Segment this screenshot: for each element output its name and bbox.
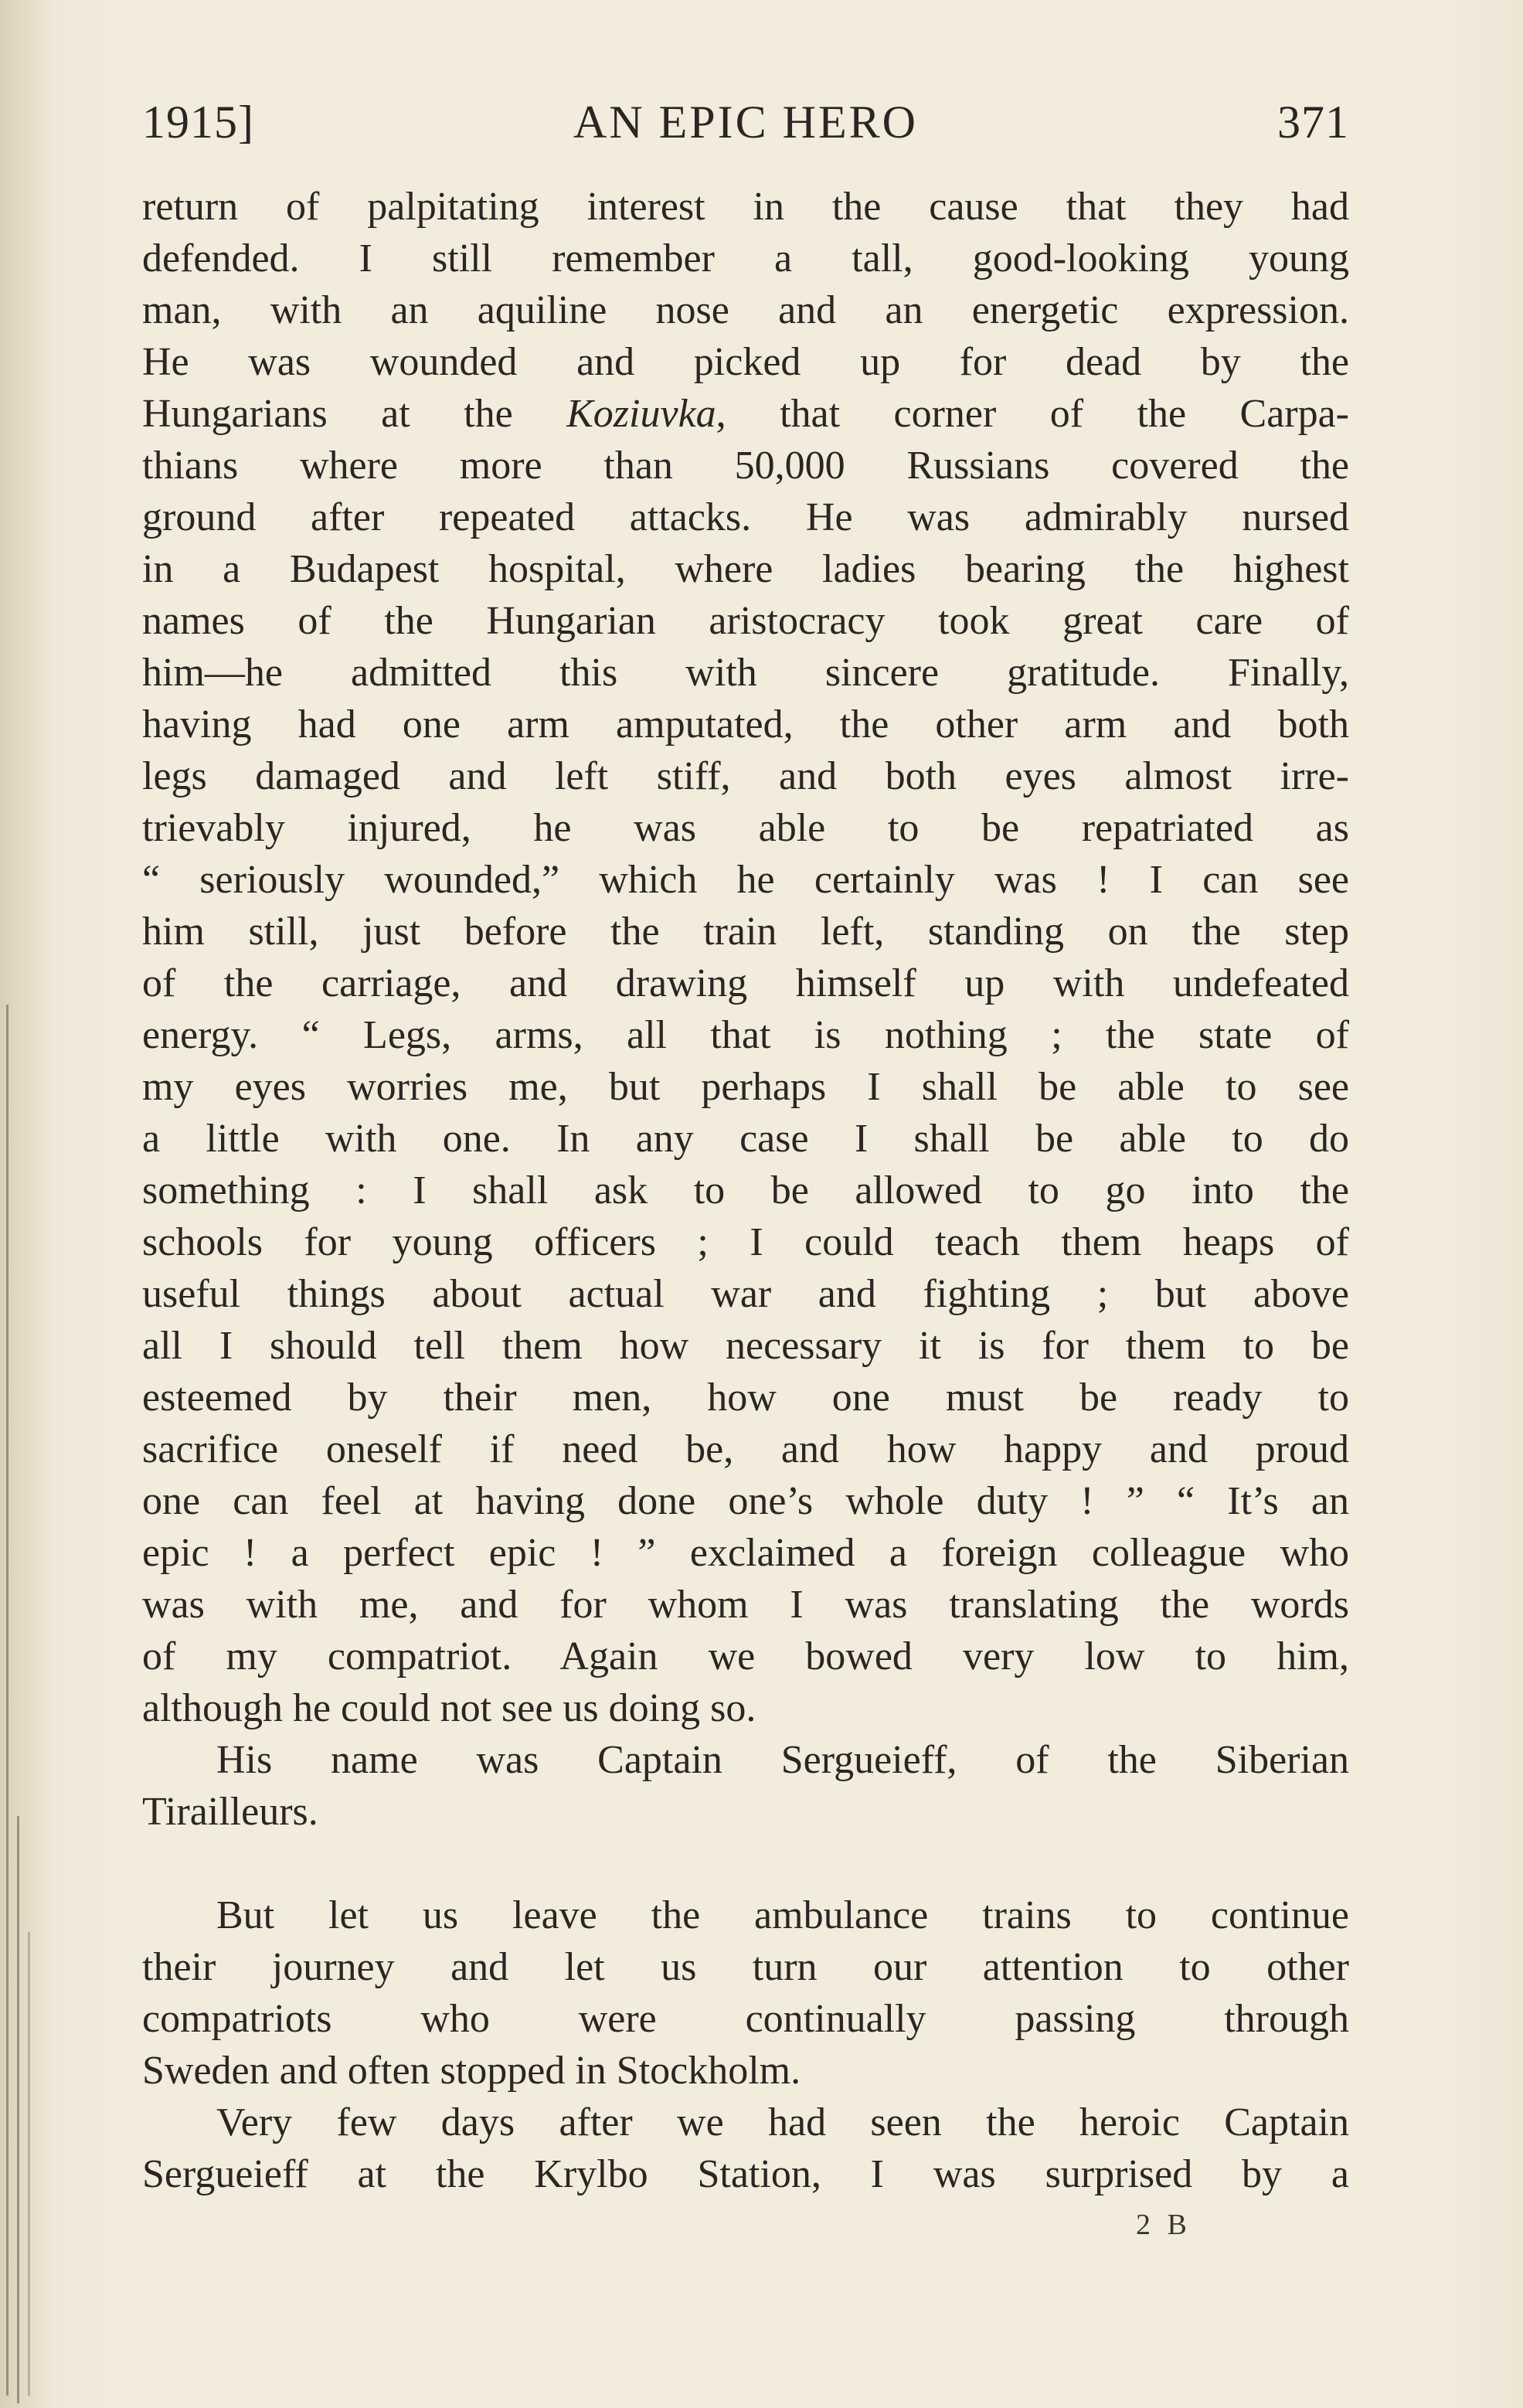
text-line: energy. “ Legs, arms, all that is nothing ; the state of bbox=[142, 1013, 1349, 1057]
signature-mark: 2 B bbox=[1136, 2209, 1192, 2241]
text-line bbox=[142, 388, 1349, 440]
text-line: although he could not see us doing so. bbox=[142, 1686, 756, 1730]
body-text bbox=[142, 181, 1349, 2200]
text-line: But let us leave the ambulance trains to continue bbox=[216, 1893, 1349, 1937]
text-line: useful things about actual war and fighting ; but above bbox=[142, 1272, 1349, 1316]
text-line: ground after repeated attacks. He was admirably nursed bbox=[142, 495, 1349, 539]
text-line: thians where more than 50,000 Russians covered the bbox=[142, 444, 1349, 488]
text-line: defended. I still remember a tall, good-looking young bbox=[142, 236, 1349, 281]
binding-gutter bbox=[0, 0, 54, 2408]
text-line: of my compatriot. Again we bowed very low to him, bbox=[142, 1634, 1349, 1678]
text-line: my eyes worries me, but perhaps I shall be able to see bbox=[142, 1065, 1349, 1109]
text-line: was with me, and for whom I was translating the words bbox=[142, 1583, 1349, 1627]
text-line: of the carriage, and drawing himself up with undefeated bbox=[142, 961, 1349, 1005]
text-line: having had one arm amputated, the other arm and both bbox=[142, 702, 1349, 747]
italic-place-name: Koziuvka bbox=[566, 392, 716, 436]
text-line: Tirailleurs. bbox=[142, 1790, 318, 1834]
text-line: him still, just before the train left, standing on the step bbox=[142, 910, 1349, 954]
text-line: something : I shall ask to be allowed to go into the bbox=[142, 1168, 1349, 1213]
page-number: 371 bbox=[1277, 97, 1349, 148]
text-line: him—he admitted this with sincere gratitude. Finally, bbox=[142, 651, 1349, 695]
text-line: all I should tell them how necessary it is for them to be bbox=[142, 1324, 1349, 1368]
text-line: a little with one. In any case I shall be able to do bbox=[142, 1117, 1349, 1161]
gutter-shadow-line bbox=[17, 1816, 19, 2403]
text-line: esteemed by their men, how one must be ready to bbox=[142, 1376, 1349, 1420]
paragraph-gap bbox=[142, 1838, 1349, 1889]
text-line: Sergueieff at the Krylbo Station, I was surprised by a bbox=[142, 2152, 1349, 2196]
text-line: Very few days after we had seen the heroic Captain bbox=[216, 2100, 1349, 2144]
header-title: AN EPIC HERO bbox=[573, 97, 918, 148]
text-line: compatriots who were continually passing through bbox=[142, 1997, 1349, 2041]
text-line: “ seriously wounded,” which he certainly was ! I can see bbox=[142, 858, 1349, 902]
text-line: return of palpitating interest in the cause that they had bbox=[142, 185, 1349, 229]
running-header bbox=[142, 91, 1349, 153]
header-year: 1915] bbox=[142, 97, 254, 148]
text-line: epic ! a perfect epic ! ” exclaimed a foreign colleague who bbox=[142, 1531, 1349, 1575]
text-line: He was wounded and picked up for dead by the bbox=[142, 340, 1349, 384]
text-line: legs damaged and left stiff, and both eyes almost irre- bbox=[142, 754, 1349, 798]
gutter-shadow-line bbox=[6, 1005, 8, 2396]
text-line: their journey and let us turn our attention to other bbox=[142, 1945, 1349, 1989]
text-line: schools for young officers ; I could teach them heaps of bbox=[142, 1220, 1349, 1264]
text-line: His name was Captain Sergueieff, of the Siberian bbox=[216, 1738, 1349, 1782]
text-line: sacrifice oneself if need be, and how happy and proud bbox=[142, 1427, 1349, 1471]
text-line: one can feel at having done one’s whole duty ! ” “ It’s an bbox=[142, 1479, 1349, 1523]
text-line: man, with an aquiline nose and an energetic expression. bbox=[142, 288, 1349, 332]
gutter-shadow-line bbox=[28, 1932, 30, 2396]
text-segment: Hungarians at the bbox=[142, 392, 567, 436]
text-line: names of the Hungarian aristocracy took great care of bbox=[142, 599, 1349, 643]
text-line: trievably injured, he was able to be repatriated as bbox=[142, 806, 1349, 850]
text-line: Sweden and often stopped in Stockholm. bbox=[142, 2049, 801, 2093]
text-line: in a Budapest hospital, where ladies bearing the highest bbox=[142, 547, 1349, 591]
text-segment: , that corner of the Carpa- bbox=[716, 392, 1349, 436]
